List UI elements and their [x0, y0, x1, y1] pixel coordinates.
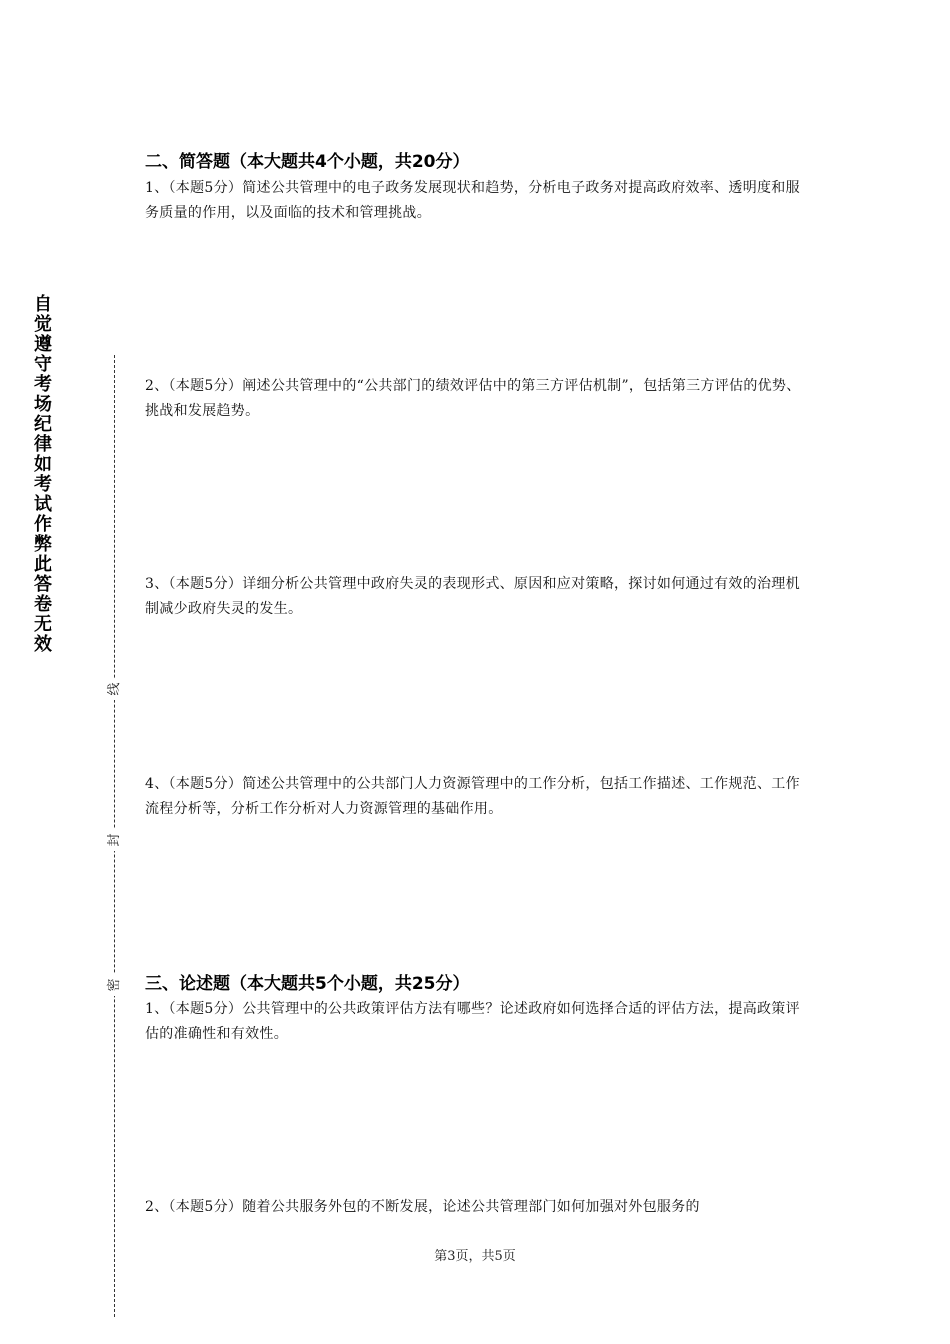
cut-label-secret: 密 [104, 974, 126, 996]
short-answer-question-1: 1、（本题5分）简述公共管理中的电子政务发展现状和趋势，分析电子政务对提高政府效率、透明度和服务质量的作用，以及面临的技术和管理挑战。 [145, 180, 800, 221]
section-heading-short-answer: 二、简答题（本大题共4个小题，共20分） [145, 152, 470, 172]
essay-question-1: 1、（本题5分）公共管理中的公共政策评估方法有哪些？论述政府如何选择合适的评估方法，提高政策评估的准确性和有效性。 [145, 1001, 800, 1042]
short-answer-question-3: 3、（本题5分）详细分析公共管理中政府失灵的表现形式、原因和应对策略，探讨如何通过有效的治理机制减少政府失灵的发生。 [145, 576, 800, 617]
section-heading-essay: 三、论述题（本大题共5个小题，共25分） [145, 974, 470, 994]
short-answer-question-2: 2、（本题5分）阐述公共管理中的“公共部门的绩效评估中的第三方评估机制”，包括第三方评估的优势、挑战和发展趋势。 [145, 378, 801, 419]
essay-question-2: 2、（本题5分）随着公共服务外包的不断发展，论述公共管理部门如何加强对外包服务的 [145, 1199, 700, 1215]
cut-label-line: 线 [104, 678, 126, 700]
page-footer: 第3页，共5页 [434, 1249, 516, 1264]
cut-label-seal: 封 [104, 829, 126, 851]
short-answer-question-4: 4、（本题5分）简述公共管理中的公共部门人力资源管理中的工作分析，包括工作描述、工作规范、工作流程分析等，分析工作分析对人力资源管理的基础作用。 [145, 776, 800, 817]
exam-discipline-notice: 自觉遵守考场纪律如考试作弊此答卷无效 [34, 294, 52, 655]
